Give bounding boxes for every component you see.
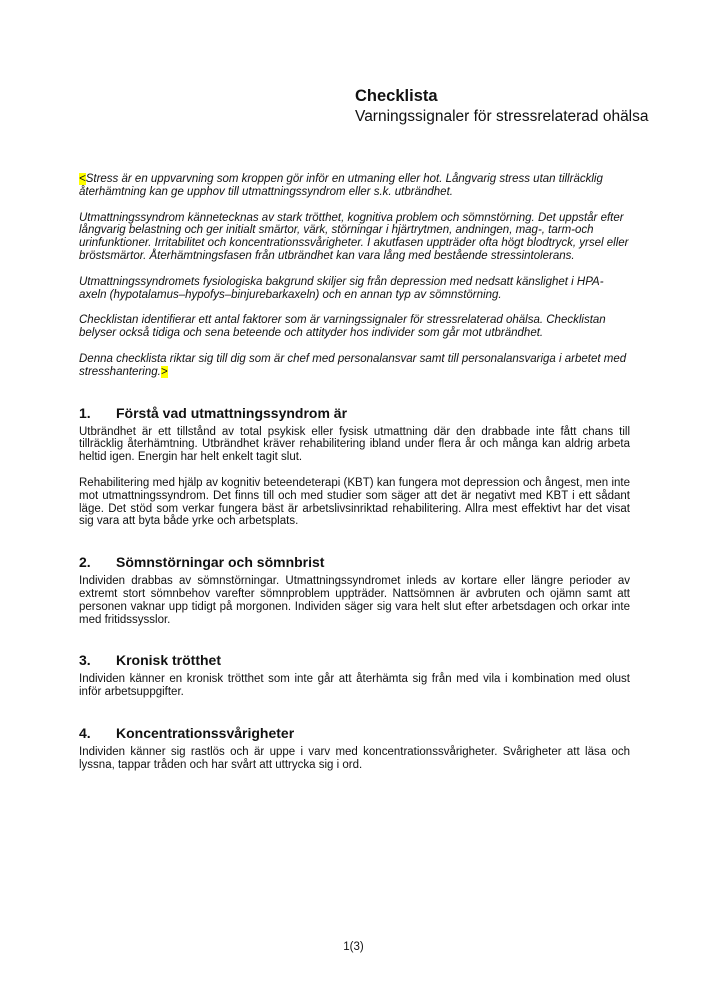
intro-paragraph-1: [79, 173, 630, 199]
section-number: 1.: [79, 404, 91, 421]
page-subtitle: Varningssignaler för stressrelaterad ohälsa: [355, 108, 649, 125]
section-4: [79, 725, 630, 772]
intro-paragraph-2: Utmattningssyndrom kännetecknas av stark trötthet, kognitiva problem och sömnstörning. Det uppstår efter långvarig belastning och ger initialt smärtor, värk, störningar i hjärtrytmen, andningen, mag-, tarm-och urinfunktioner. Irritabilitet och koncentrationssvårigheter. I akutfasen uppträder ofta högt blodtryck, yrsel eller bröstsmärtor. Återhämtningsfasen från utbrändhet kan vara lång med bestående stressintolerans.: [79, 211, 629, 262]
section-heading: [79, 554, 630, 571]
section-3: [79, 652, 630, 699]
page-title: Checklista: [355, 87, 438, 105]
section-2: [79, 554, 630, 626]
section-number: 2.: [79, 554, 91, 571]
section-paragraph: Individen känner en kronisk trötthet som inte går att återhämta sig från med vila i kombination med olust inför arbetsuppgifter.: [79, 673, 630, 699]
section-title: Förstå vad utmattningssyndrom är: [116, 404, 348, 421]
section-number: 3.: [79, 652, 91, 669]
section-paragraph: Individen drabbas av sömnstörningar. Utmattningssyndromet inleds av kortare eller längre perioder av extremt stort sömnbehov varefter sömnproblem uppträder. Nattsömnen är avbruten och ojämn samt att personen vaknar upp tidigt på morgonen. Individen säger sig vara helt slut efter arbetsdagen och orkar inte med fritidssysslor.: [79, 575, 630, 626]
section-paragraph: Utbrändhet är ett tillstånd av total psykisk eller fysisk utmattning där den drabbade inte fått chans till tillräcklig återhämtning. Utbrändhet kräver rehabilitering ibland under flera år och många kan aldrig arbeta heltid igen. Energin har helt enkelt tagit slut.: [79, 425, 630, 464]
title-block: [355, 86, 655, 127]
section-1: [79, 405, 630, 529]
section-title: Kronisk trötthet: [116, 652, 221, 669]
section-title: Koncentrationssvårigheter: [116, 724, 295, 741]
section-number: 4.: [79, 724, 91, 741]
intro-paragraph-4: Checklistan identifierar ett antal faktorer som är varningssignaler för stressrelaterad ohälsa. Checklistan belyser också tidiga och sena beteende och attityder hos individer som går mot utbrändhet.: [79, 314, 606, 340]
highlight-close-marker: >: [160, 365, 168, 378]
document-content: [79, 0, 649, 785]
intro-paragraph-5: [79, 353, 630, 379]
intro-paragraph-1-text: Stress är en uppvarvning som kroppen gör inför en utmaning eller hot. Långvarig stress utan tillräcklig återhämtning kan ge upphov till utmattningssyndrom eller s.k. utbrändhet.: [79, 173, 603, 198]
intro-paragraph-5-text: Denna checklista riktar sig till dig som är chef med personalansvar samt till personalansvariga i arbetet med stresshantering.: [79, 352, 627, 378]
section-heading: [79, 405, 630, 422]
highlight-open-marker: <: [79, 173, 86, 185]
section-heading: [79, 725, 630, 742]
section-title: Sömnstörningar och sömnbrist: [116, 554, 325, 571]
intro-paragraph-3: Utmattningssyndromets fysiologiska bakgrund skiljer sig från depression med nedsatt känslighet i HPA-axeln (hypotalamus–hypofys–binjurebarkaxeln) och en annan typ av sömnstörning.: [79, 275, 604, 301]
page-number: 1(3): [343, 941, 364, 953]
intro-block: [79, 173, 630, 379]
section-paragraph: Individen känner sig rastlös och är uppe i varv med koncentrationssvårigheter. Svårigheter att läsa och lyssna, tappar tråden och har svårt att uttrycka sig i ord.: [79, 745, 630, 771]
section-paragraph: Rehabilitering med hjälp av kognitiv beteendeterapi (KBT) kan fungera mot depression och ångest, men inte mot utmattningssyndrom. Det finns till och med studier som säger att det är negativt med KBT i ett sådant läge. Det stöd som verkar fungera bäst är arbetslivsinriktad rehabilitering. Allra mest effektivt har det visat sig vara att byta både yrke och arbetsplats.: [79, 476, 630, 528]
section-heading: [79, 652, 630, 669]
